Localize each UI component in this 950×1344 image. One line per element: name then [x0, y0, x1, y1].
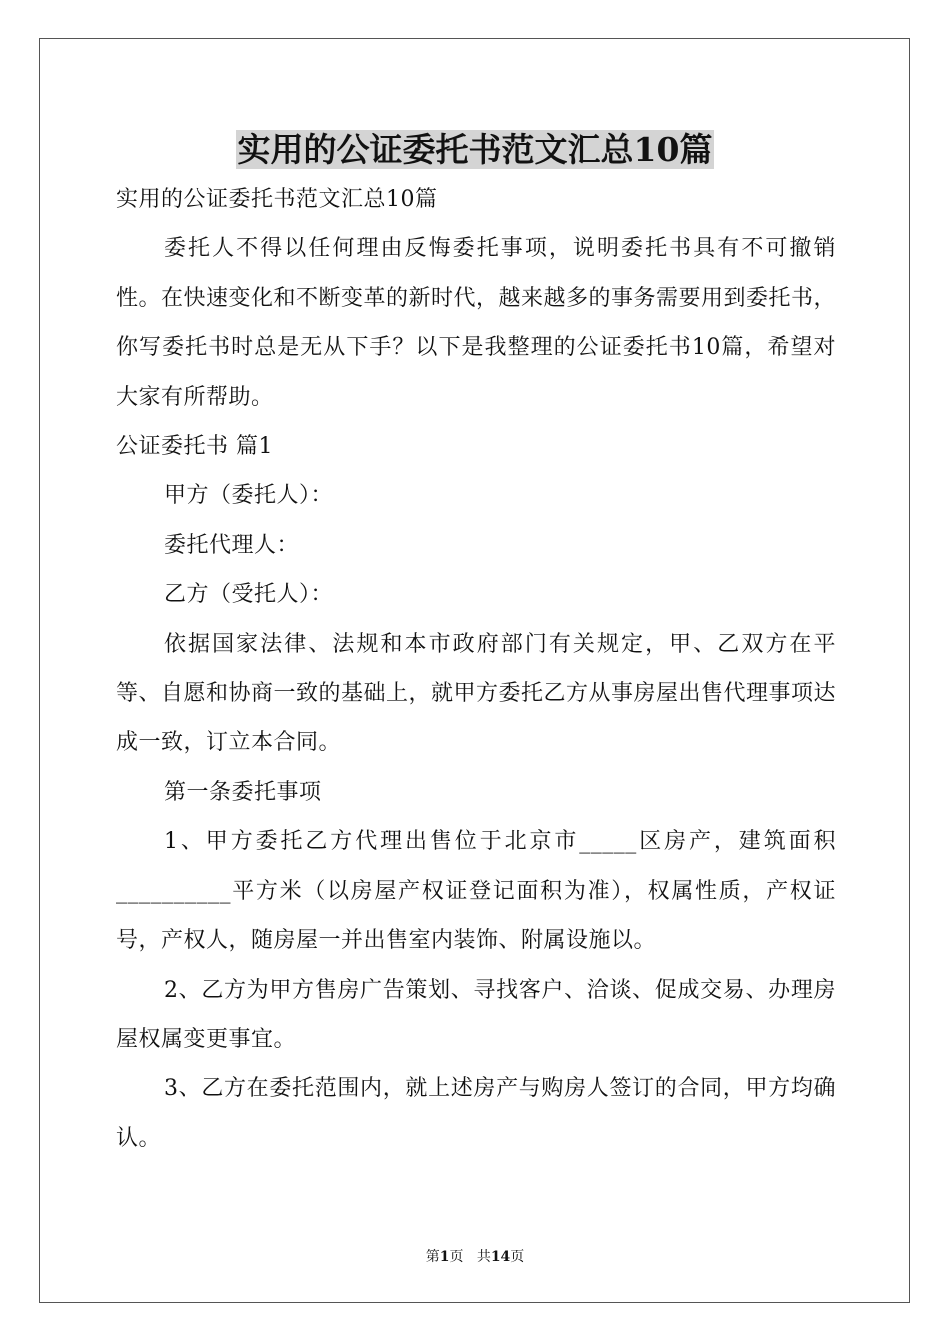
clause-paragraph: 1、甲方委托乙方代理出售位于北京市_____区房产，建筑面积__________平方米（以房屋产权证登记面积为准），权属性质，产权证号，产权人，随房屋一并出售室内装饰、附属设施以。 — [116, 829, 836, 954]
total-prefix: 共 — [476, 1249, 491, 1265]
party-a-line: 甲方（委托人）： — [164, 483, 334, 509]
page-footer — [0, 1247, 950, 1267]
basis-paragraph: 依据国家法律、法规和本市政府部门有关规定，甲、乙双方在平等、自愿和协商一致的基础上，就甲方委托乙方从事房屋出售代理事项达成一致，订立本合同。 — [116, 631, 837, 756]
clause-paragraph: 3、乙方在委托范围内，就上述房产与购房人签订的合同，甲方均确认。 — [116, 1076, 836, 1151]
document-title — [0, 124, 950, 176]
intro-paragraph: 委托人不得以任何理由反悔委托事项，说明委托书具有不可撤销性。在快速变化和不断变革的新时代，越来越多的事务需要用到委托书，你写委托书时总是无从下手？以下是我整理的公证委托书10篇，希望对大家有所帮助。 — [116, 236, 837, 410]
total-pages: 14 — [490, 1249, 511, 1265]
agent-line: 委托代理人： — [164, 532, 300, 558]
total-suffix: 页 — [510, 1249, 525, 1265]
document-title-text: 实用的公证委托书范文汇总10篇 — [237, 130, 713, 169]
article-heading: 第一条委托事项 — [164, 779, 322, 805]
page-prefix: 第 — [425, 1249, 440, 1265]
party-b-line: 乙方（受托人）： — [164, 582, 334, 608]
page-suffix: 页 — [449, 1249, 464, 1265]
subtitle-paragraph: 实用的公证委托书范文汇总10篇 — [116, 187, 438, 212]
document-body — [116, 175, 836, 1163]
clause-paragraph: 2、乙方为甲方售房广告策划、寻找客户、洽谈、促成交易、办理房屋权属变更事宜。 — [116, 977, 836, 1052]
section-heading: 公证委托书 篇1 — [116, 434, 273, 460]
page-number: 1 — [439, 1249, 450, 1265]
